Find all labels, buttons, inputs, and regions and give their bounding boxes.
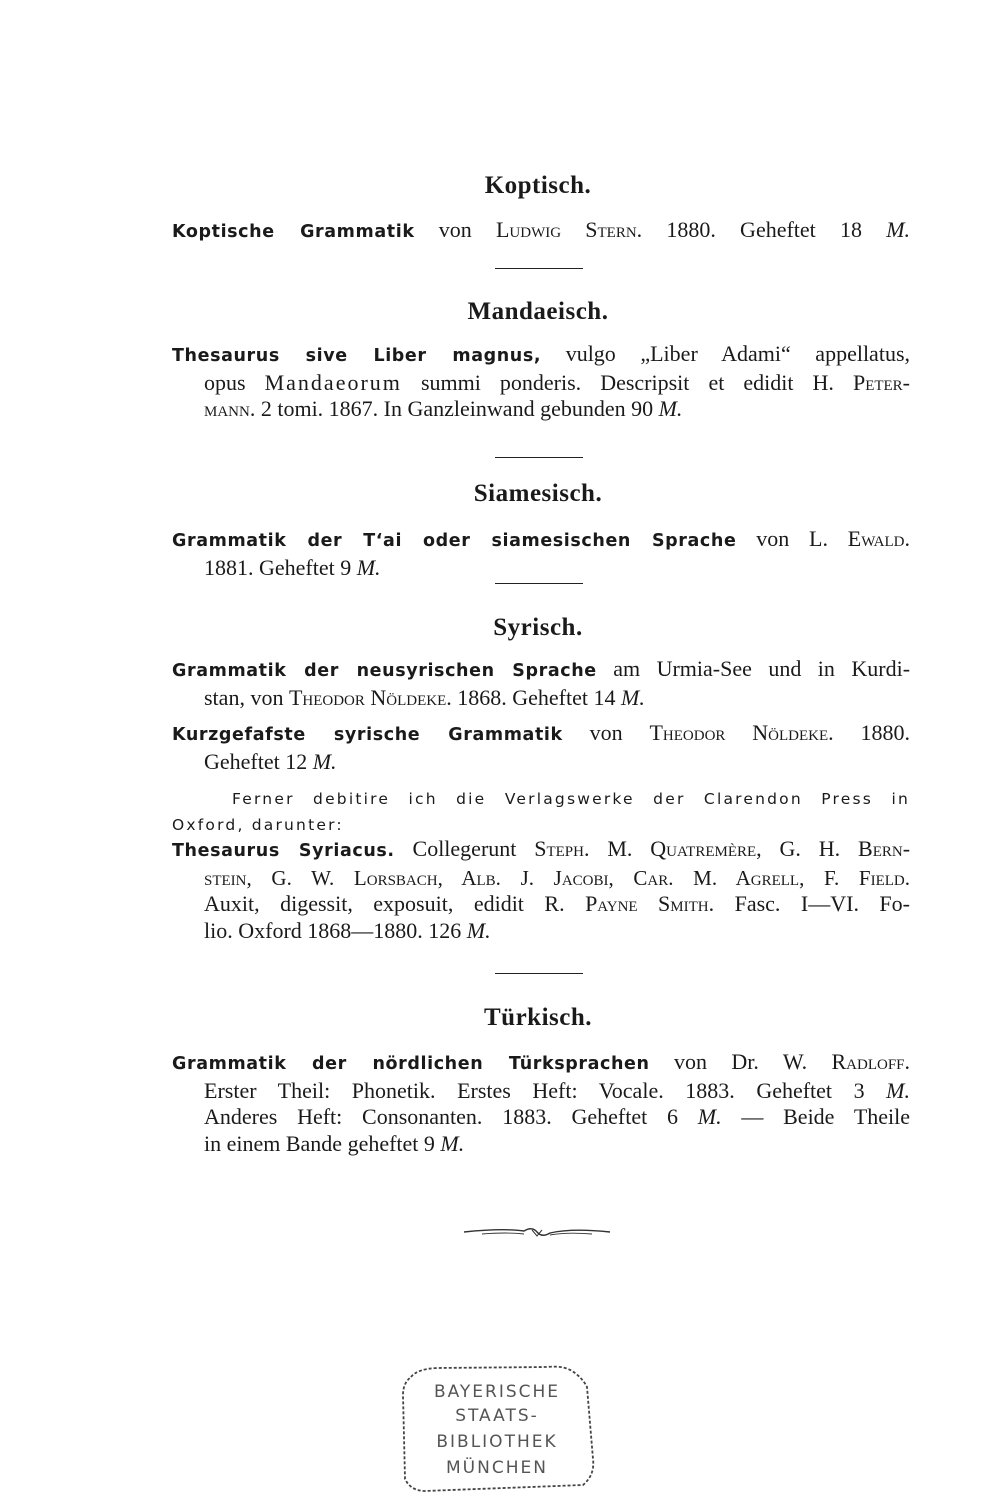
entry-text: vulgo „Liber Adami“ appellatus, xyxy=(565,341,911,366)
entry-text: 1881. Geheftet 9 xyxy=(204,554,352,580)
entry-thesaurus-mandaeorum xyxy=(172,341,910,423)
currency-mark: M. xyxy=(886,1077,910,1103)
currency-mark: M. xyxy=(356,554,381,580)
entry-koptische-grammatik xyxy=(172,217,910,246)
clarendon-note xyxy=(172,786,910,838)
currency-mark: M. xyxy=(658,396,683,421)
entry-line xyxy=(172,370,910,397)
entry-title: Grammatik der nördlichen Türksprachen xyxy=(172,1054,650,1074)
entry-text: Geheftet 12 xyxy=(204,748,308,774)
ornament-divider xyxy=(462,1222,612,1242)
stamp-line: MÜNCHEN xyxy=(446,1458,548,1478)
entry-text: in einem Bande geheftet 9 xyxy=(204,1130,435,1156)
currency-mark: M. xyxy=(440,1130,465,1156)
entry-text: Mandaeorum xyxy=(264,369,402,395)
entry-text: Fasc. I—VI. Fo- xyxy=(734,891,910,916)
entry-text: von L. xyxy=(756,526,828,551)
author-name: Theodor Nöldeke. xyxy=(288,684,452,710)
entry-line xyxy=(172,685,910,712)
entry-neusyrische-grammatik xyxy=(172,656,910,711)
entry-line xyxy=(172,1131,910,1158)
entry-line xyxy=(172,918,910,945)
entry-text: stan, von xyxy=(204,684,284,710)
section-divider xyxy=(495,973,583,974)
entry-thesaurus-syriacus xyxy=(172,836,910,944)
entry-line xyxy=(172,341,910,370)
entry-line xyxy=(172,555,910,582)
entry-text: 1880. xyxy=(860,720,911,745)
entry-kurzgefasste-syrische-grammatik xyxy=(172,720,910,775)
entry-line xyxy=(172,217,910,246)
note-line: Oxford, darunter: xyxy=(172,816,344,834)
section-heading-syrisch: Syrisch. xyxy=(493,614,583,641)
section-heading-koptisch: Koptisch. xyxy=(484,172,592,199)
entry-text: 2 tomi. 1867. In Ganzleinwand gebunden 90 xyxy=(260,396,654,421)
entry-title: Grammatik der T‘ai oder siamesischen Sprache xyxy=(172,531,737,551)
stamp-line: BIBLIOTHEK xyxy=(436,1432,558,1452)
currency-mark: M. xyxy=(312,748,337,774)
currency-mark: M. xyxy=(697,1104,722,1129)
entry-line xyxy=(172,891,910,918)
entry-line xyxy=(172,656,910,685)
author-name: Ludwig Stern. xyxy=(495,217,643,242)
entry-text: Anderes Heft: Consonanten. 1883. Geheftet 6 xyxy=(204,1104,678,1129)
entry-title: Thesaurus Syriacus. xyxy=(172,841,395,861)
currency-mark: M. xyxy=(621,684,645,710)
entry-line xyxy=(172,749,910,776)
entry-title: Kurzgefafste syrische Grammatik xyxy=(172,725,563,745)
entry-title: Koptische Grammatik xyxy=(172,222,415,242)
entry-text: — Beide Theile xyxy=(741,1104,911,1129)
entry-text: summi ponderis. Descripsit et edidit H. xyxy=(420,369,834,395)
section-divider xyxy=(495,583,583,584)
section-heading-tuerkisch: Türkisch. xyxy=(483,1004,592,1031)
author-name: Steph. M. Quatremère, xyxy=(534,836,762,861)
section-divider xyxy=(495,268,583,269)
entry-text: von xyxy=(589,720,623,745)
author-name: Ewald. xyxy=(847,526,911,551)
author-name: Payne Smith. xyxy=(585,891,715,916)
section-divider xyxy=(495,457,583,458)
entry-text: Auxit, digessit, exposuit, edidit R. xyxy=(204,891,565,916)
entry-text: von xyxy=(438,217,472,242)
entry-line xyxy=(172,1104,910,1131)
entry-title: Thesaurus sive Liber magnus, xyxy=(172,346,542,366)
author-name: Peter- xyxy=(852,369,911,395)
currency-mark: M. xyxy=(886,217,911,242)
author-name: Radloff. xyxy=(831,1049,911,1074)
entry-tuerksprachen-grammatik xyxy=(172,1049,910,1157)
entry-text: von Dr. W. xyxy=(673,1049,808,1074)
note-line: Ferner debitire ich die Verlagswerke der Clarendon Press in xyxy=(232,790,910,808)
entry-line xyxy=(172,396,910,423)
entry-line xyxy=(172,720,910,749)
entry-title: Grammatik der neusyrischen Sprache xyxy=(172,661,597,681)
entry-siamesische-grammatik xyxy=(172,526,910,581)
section-heading-mandaeisch: Mandaeisch. xyxy=(467,298,609,325)
entry-line: stein, G. W. Lorsbach, Alb. J. Jacobi, Car. M. Agrell, F. Field. xyxy=(204,865,910,890)
currency-mark: M. xyxy=(466,917,491,943)
author-name: Bern- xyxy=(858,836,911,861)
entry-text: lio. Oxford 1868—1880. 126 xyxy=(204,917,462,943)
entry-line xyxy=(172,1049,910,1078)
entry-text: opus xyxy=(204,369,246,395)
entry-line xyxy=(172,836,910,865)
entry-text: G. H. xyxy=(779,836,841,861)
entry-text: Erster Theil: Phonetik. Erstes Heft: Vocale. 1883. Geheftet 3 xyxy=(204,1077,865,1103)
section-heading-siamesisch: Siamesisch. xyxy=(473,480,603,507)
stamp-line: BAYERISCHE xyxy=(433,1382,561,1402)
entry-text: Collegerunt xyxy=(412,836,517,861)
stamp-line: STAATS- xyxy=(455,1406,539,1426)
author-name: mann. xyxy=(204,396,256,421)
entry-text: 1868. Geheftet 14 xyxy=(457,684,616,710)
library-stamp xyxy=(397,1355,597,1495)
entry-line xyxy=(172,1078,910,1105)
entry-text: 1880. Geheftet 18 xyxy=(666,217,862,242)
entry-text: am Urmia-See und in Kurdi- xyxy=(613,656,911,681)
author-name: Theodor Nöldeke. xyxy=(649,720,834,745)
entry-line xyxy=(172,526,910,555)
